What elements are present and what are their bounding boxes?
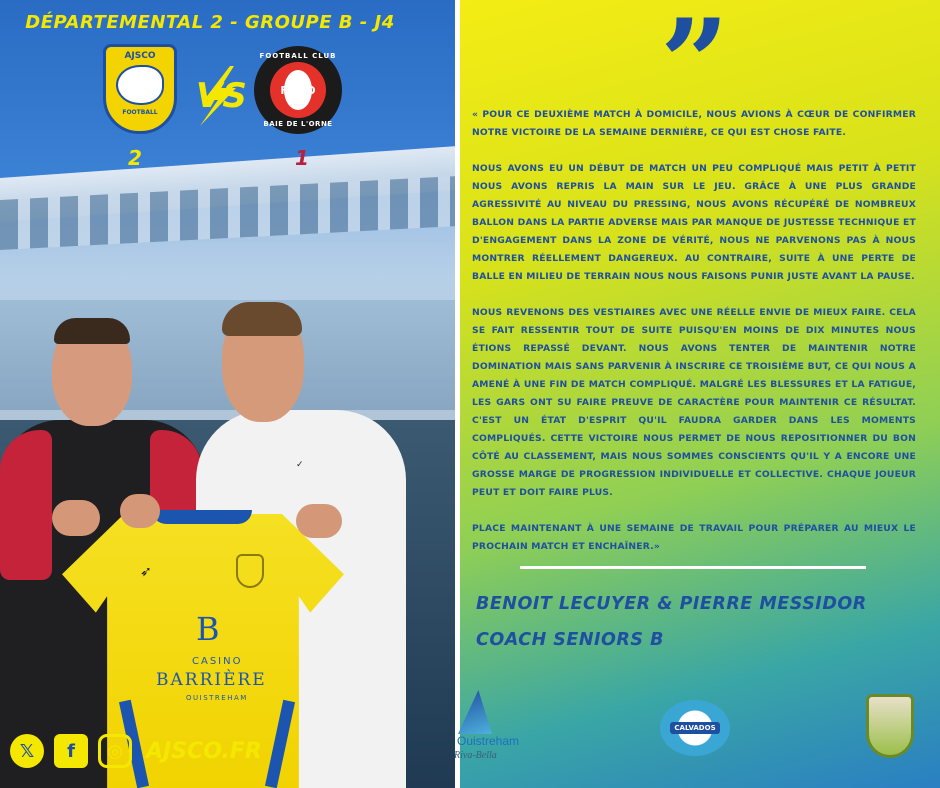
match-photo-panel — [0, 0, 456, 788]
coach-left-sleeve — [0, 430, 52, 580]
away-crest-emblem — [270, 62, 326, 118]
jersey-collar — [152, 510, 252, 524]
coach-quote — [472, 106, 916, 574]
sponsor-calvados-label: CALVADOS — [670, 722, 719, 734]
coach-role: COACH SENIORS B — [476, 630, 664, 650]
quote-paragraph: « POUR CE DEUXIÈME MATCH À DOMICILE, NOUS AVIONS À CŒUR DE CONFIRMER NOTRE VICTOIRE DE LA SEMAINE DERNIÈRE, CE QUI EST CHOSE FAITE. — [472, 109, 916, 138]
home-team-crest — [103, 44, 177, 134]
quote-mark-icon: ” — [660, 0, 730, 134]
home-crest-top-label: AJSCO — [124, 51, 156, 61]
quote-paragraph: NOUS AVONS EU UN DÉBUT DE MATCH UN PEU COMPLIQUÉ MAIS PETIT À PETIT NOUS AVONS REPRIS LA MAIN SUR LE JEU. GRÂCE À UNE PLUS GRANDE AGRESSIVITÉ AU NIVEAU DU PRESSING, NOUS AVONS RÉCUPÉRÉ DE NOMBREUX BALLON DANS LA PARTIE ADVERSE MAIS PAR MANQUE DE JUSTESSE TECHNIQUE ET D'ENGAGEMENT DANS LA ZONE DE VÉRITÉ, NOUS NE PARVENONS PAS À NOUS MONTRER RÉELLEMENT DANGEREUX. AU CONTRAIRE, SUITE À UNE PERTE DE BALLE EN MILIEU DE TERRAIN NOUS NOUS FAISONS PUNIR JUSTE AVANT LA PAUSE. — [472, 163, 916, 282]
jersey-crest-icon — [236, 554, 264, 588]
home-score: 2 — [128, 146, 142, 170]
match-header-title: DÉPARTEMENTAL 2 - GROUPE B - J4 — [25, 12, 395, 33]
coach-left-hair — [54, 318, 130, 344]
jersey-sponsor-line2: BARRIÈRE — [156, 670, 267, 690]
quote-paragraph: NOUS REVENONS DES VESTIAIRES AVEC UNE RÉELLE ENVIE DE MIEUX FAIRE. CELA SE FAIT RESSENTIR TOUT DE SUITE PUISQU'EN MOINS DE DIX MINUTES NOUS ÉTIONS REPASSÉ DEVANT. NOUS AVONS TENTER DE MAINTENIR NOTRE DOMINATION MAIS SANS PARVENIR À INSCRIRE CE TROISIÈME BUT, CE QUI NOUS A AMENÉ À UNE FIN DE MATCH COMPLIQUÉ. MALGRÉ LES BLESSURES ET LA FATIGUE, LES GARS ONT SU FAIRE PREUVE DE CARACTÈRE POUR MAINTENIR CE RÉSULTAT. C'EST UN ÉTAT D'ESPRIT QU'IL FAUDRA GARDER DANS LES MOMENTS COMPLIQUÉS. CETTE VICTOIRE NOUS PERMET DE NOUS REPOSITIONNER DU BON CÔTÉ AU CLASSEMENT, MAIS NOUS SOMMES CONSCIENTS QU'IL Y A ENCORE UNE GROSSE MARGE DE PROGRESSION INDIVIDUELLE ET COLLECTIVE. CHAQUE JOUEUR PEUT ET DOIT FAIRE PLUS. — [472, 307, 916, 498]
facebook-icon[interactable]: f — [54, 734, 88, 768]
away-team-crest — [254, 46, 342, 134]
jersey-sponsor-line1: CASINO — [192, 656, 243, 667]
nike-logo-icon: ✓ — [296, 460, 304, 470]
home-crest-bottom-label: FOOTBALL — [122, 109, 158, 116]
versus-label: VS — [196, 76, 247, 116]
away-crest-fc-label: FC — [280, 83, 296, 97]
away-crest-bottom-label: BAIE DE L'ORNE — [263, 120, 333, 128]
puma-logo-icon: ➶ — [140, 564, 152, 580]
sponsor-ouistreham-name: Ouistreham — [456, 734, 520, 748]
sponsor-ouistreham-logo — [428, 690, 548, 770]
home-crest-emblem-icon — [116, 65, 164, 105]
instagram-icon[interactable]: ◎ — [98, 734, 132, 768]
website-handle[interactable]: AJSCO.FR — [146, 738, 262, 764]
away-crest-top-label: FOOTBALL CLUB — [259, 52, 337, 60]
coach-right-hair — [222, 302, 302, 336]
away-crest-bo-label: BO — [297, 83, 316, 97]
jersey-sponsor-line3: OUISTREHAM — [186, 694, 248, 702]
social-links — [10, 734, 262, 768]
quote-paragraph: PLACE MAINTENANT À UNE SEMAINE DE TRAVAIL POUR PRÉPARER AU MIEUX LE PROCHAIN MATCH ET ENCHAÎNER.» — [472, 523, 916, 552]
coach-names: BENOIT LECUYER & PIERRE MESSIDOR — [476, 594, 867, 614]
hand-right — [296, 504, 342, 538]
signature-divider — [520, 566, 866, 569]
sail-icon — [458, 690, 492, 734]
sponsor-ouistreham-sub: Riva-Bella — [454, 750, 497, 761]
away-score: 1 — [295, 146, 309, 170]
hand-left — [52, 500, 100, 536]
town-crest-icon — [866, 694, 914, 758]
hand-middle — [120, 494, 160, 528]
jersey-sponsor-letter: B — [196, 610, 220, 648]
sponsor-calvados-logo — [660, 700, 730, 756]
quote-panel — [454, 0, 940, 788]
x-icon[interactable]: 𝕏 — [10, 734, 44, 768]
